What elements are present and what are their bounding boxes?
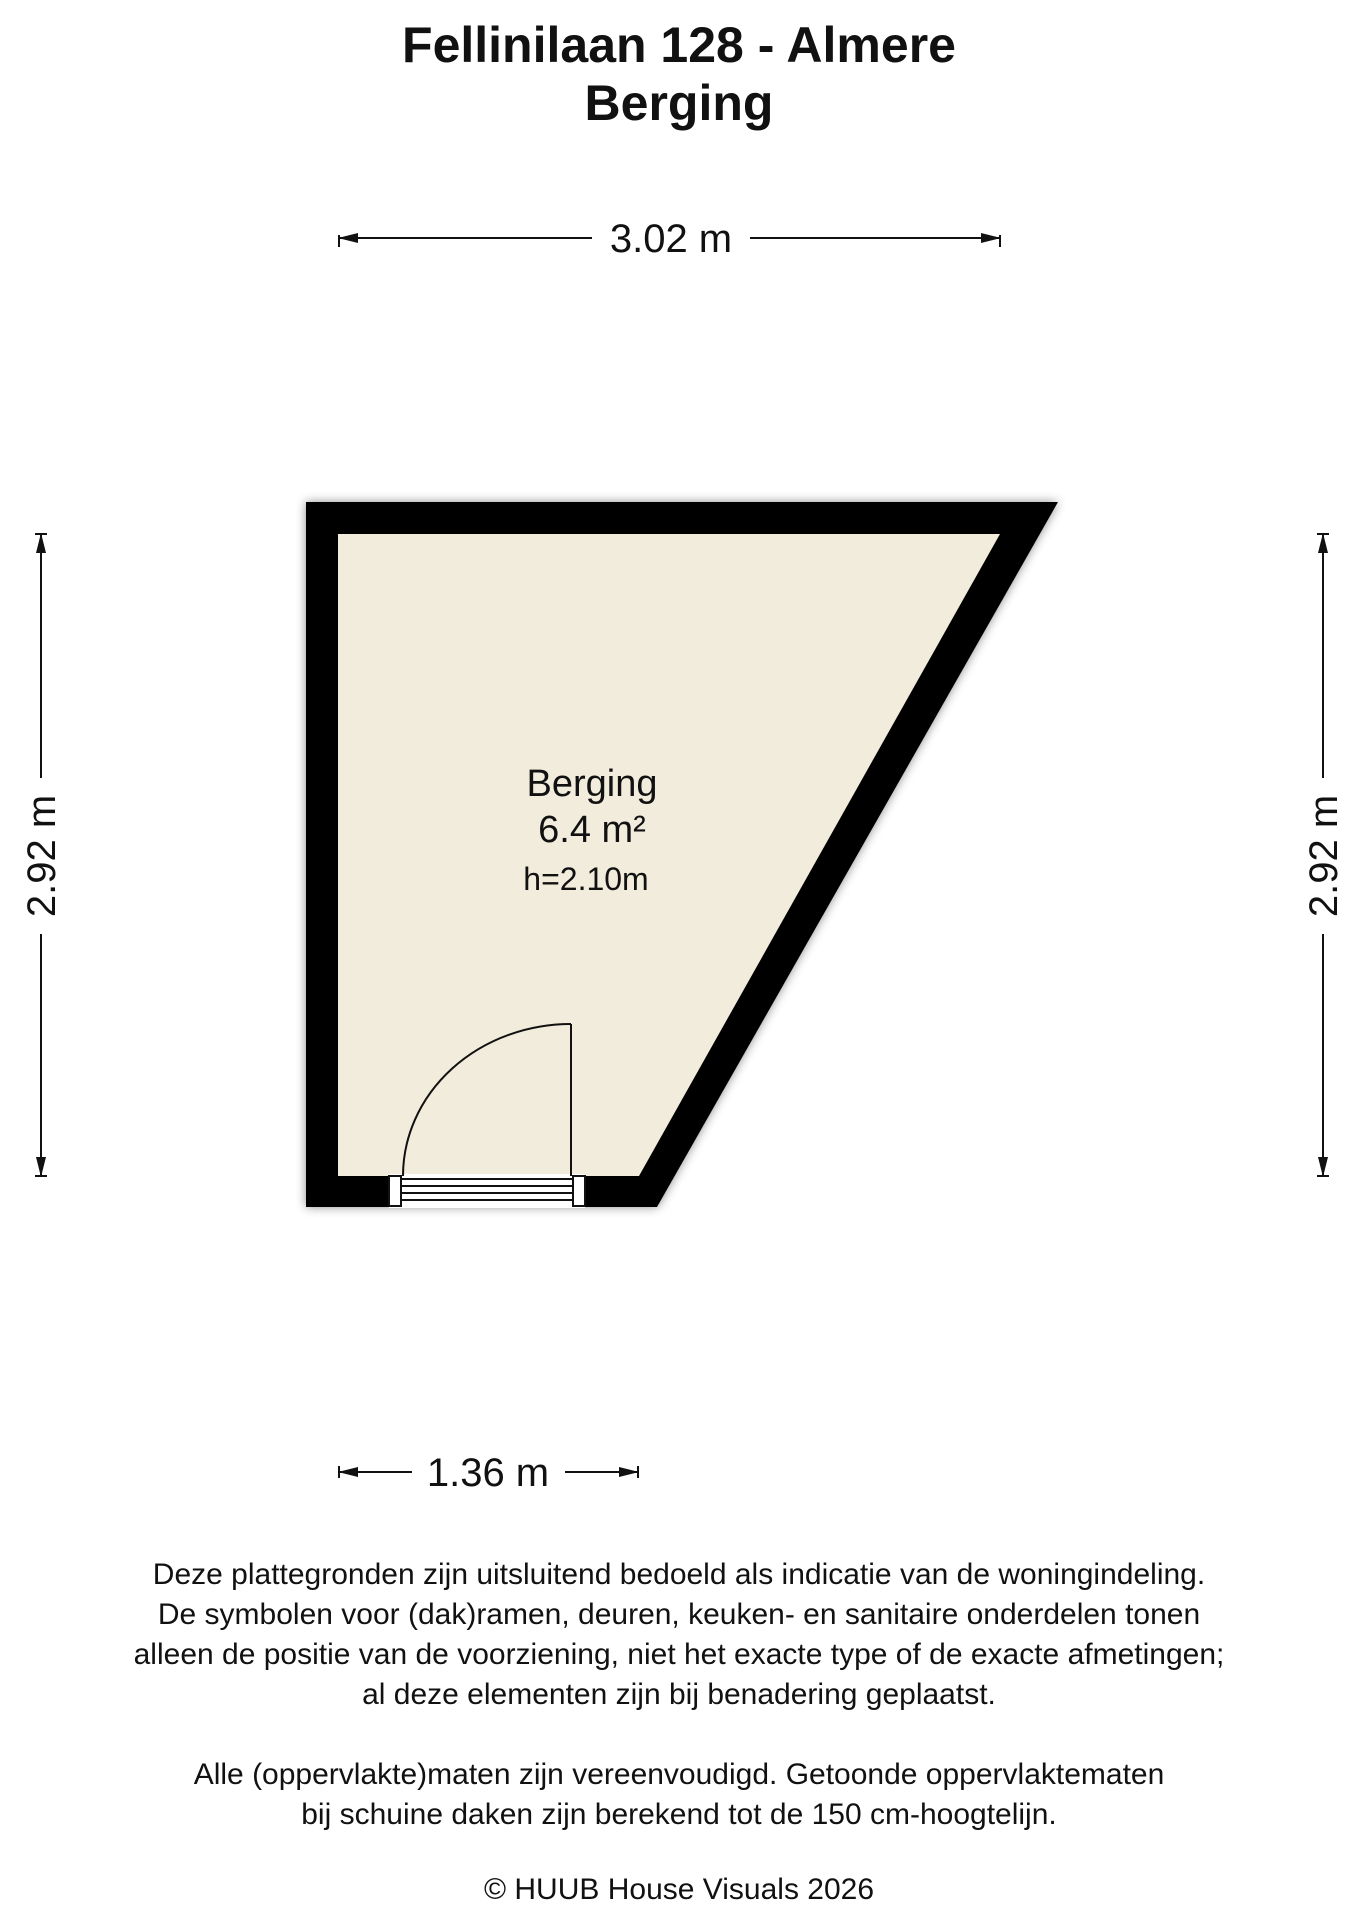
bottom-dimension — [339, 1451, 638, 1495]
top-dimension — [339, 217, 1000, 261]
room-walls — [306, 502, 1058, 1208]
room-area: 6.4 m² — [538, 809, 646, 851]
bottom-width-label: 1.36 m — [426, 1451, 550, 1495]
disclaimer-line: bij schuine daken zijn berekend tot de 150 cm-hoogtelijn. — [301, 1798, 1057, 1831]
door-frame-right — [573, 1176, 585, 1206]
room-label — [523, 763, 657, 897]
copyright-notice: © HUUB House Visuals 2026 — [483, 1873, 875, 1906]
room-floor — [338, 534, 1000, 1176]
floor-title: Berging — [584, 75, 774, 131]
left-height-label: 2.92 m — [20, 794, 64, 918]
disclaimer-line: De symbolen voor (dak)ramen, deuren, keuken- en sanitaire onderdelen tonen — [157, 1598, 1201, 1631]
right-dimension — [1302, 534, 1346, 1176]
room-height: h=2.10m — [523, 861, 649, 897]
top-width-label: 3.02 m — [609, 217, 733, 261]
disclaimer-line: Deze plattegronden zijn uitsluitend bedoeld als indicatie van de woningindeling. — [152, 1558, 1206, 1591]
disclaimer-line: Alle (oppervlakte)maten zijn vereenvoudigd. Getoonde oppervlaktematen — [193, 1758, 1165, 1791]
room-name: Berging — [526, 763, 658, 805]
left-dimension — [20, 534, 64, 1176]
disclaimer-line: alleen de positie van de voorziening, niet het exacte type of de exacte afmetingen; — [133, 1638, 1225, 1671]
address-title: Fellinilaan 128 - Almere — [402, 17, 956, 73]
right-height-label: 2.92 m — [1302, 794, 1346, 918]
disclaimer-spacer — [0, 1715, 1358, 1755]
door-frame-left — [389, 1176, 401, 1206]
disclaimer — [0, 1555, 1358, 1835]
disclaimer-line: al deze elementen zijn bij benadering geplaatst. — [362, 1678, 996, 1711]
